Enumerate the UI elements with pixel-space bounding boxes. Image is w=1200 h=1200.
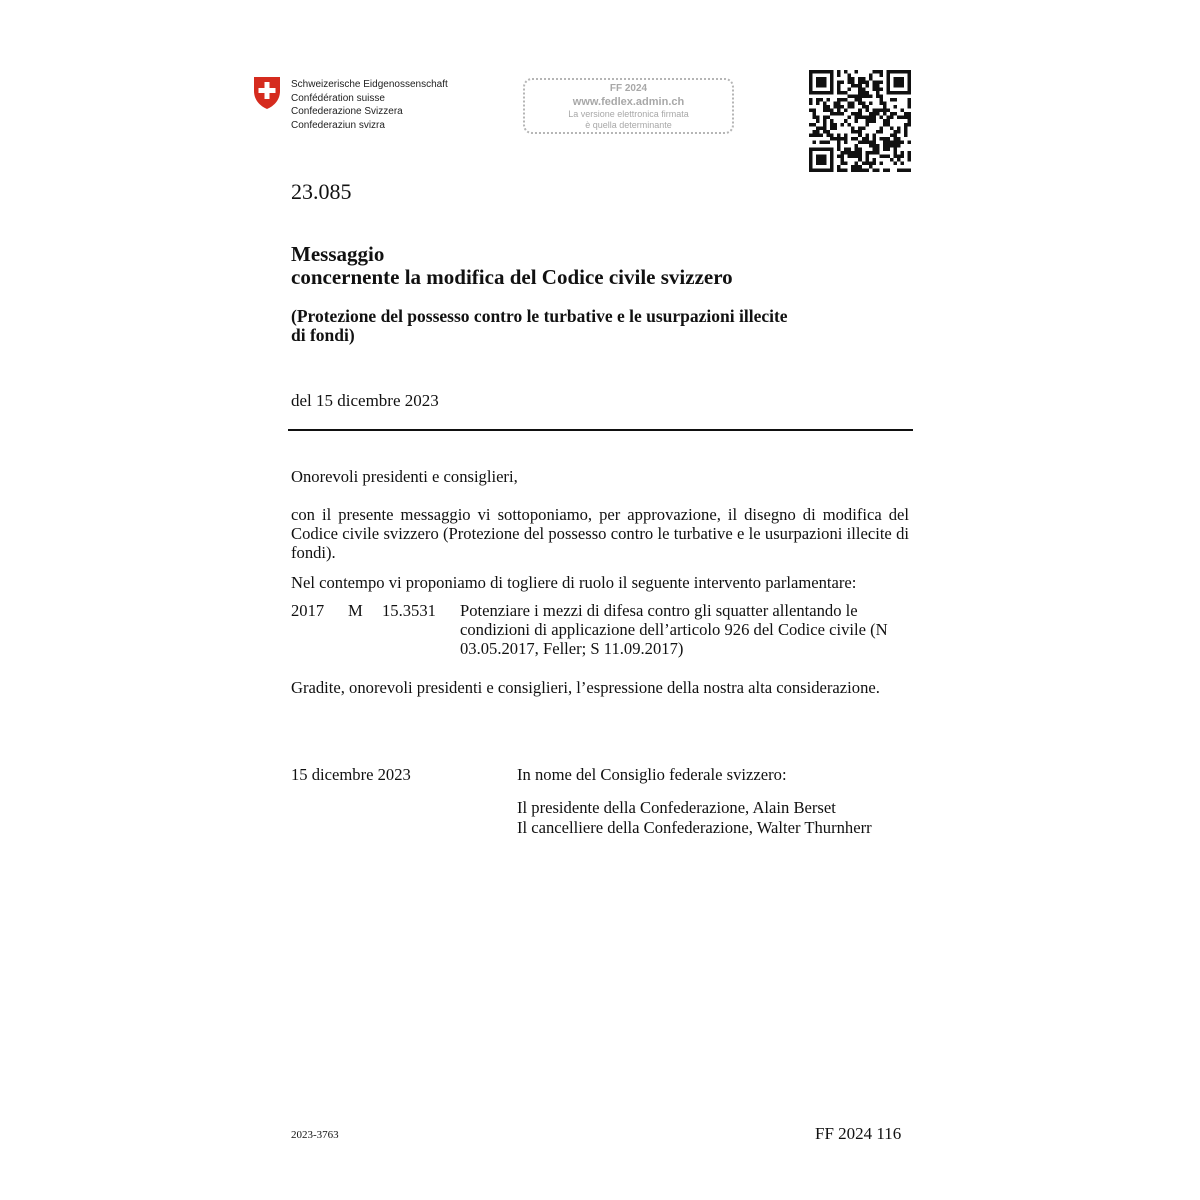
paragraph-approval: con il presente messaggio vi sottoponiamo, per approvazione, il disegno di modifica del Codice civile svizzero (Protezione del possesso contro le turbative e le usurpazioni illecite di fondi). (291, 505, 909, 562)
stamp-ff: FF 2024 (609, 83, 648, 94)
signature-stamp (523, 78, 734, 134)
title-line-2: concernente la modifica del Codice civile svizzero (291, 265, 733, 289)
footer-ff-reference: FF 2024 116 (815, 1124, 902, 1143)
intervention-text: Potenziare i mezzi di difesa contro gli squatter allentando le condizioni di applicazione dell’articolo 926 del Codice civile (N 03.05.2017, Feller; S 11.09.2017) (460, 601, 888, 658)
document-number: 23.085 (291, 179, 352, 204)
confederation-name-it: Confederazione Svizzera (291, 106, 403, 118)
stamp-note-2: è quella determinante (585, 120, 672, 130)
footer-document-code: 2023-3763 (291, 1129, 339, 1141)
confederation-names (291, 78, 448, 132)
signature-chancellor: Il cancelliere della Confederazione, Walter Thurnherr (517, 817, 872, 837)
title-line-1: Messaggio (291, 242, 385, 266)
document-date: del 15 dicembre 2023 (291, 391, 439, 410)
confederation-name-rm: Confederaziun svizra (291, 119, 385, 131)
swiss-cross-shield-icon (252, 76, 282, 110)
document-title (291, 243, 733, 289)
stamp-url: www.fedlex.admin.ch (572, 96, 685, 108)
closing-council: In nome del Consiglio federale svizzero: (517, 765, 787, 784)
subtitle-line-1: (Protezione del possesso contro le turbative e le usurpazioni illecite (291, 306, 788, 326)
intervention-type: M (348, 601, 363, 620)
salutation: Onorevoli presidenti e consiglieri, (291, 467, 518, 486)
confederation-name-de: Schweizerische Eidgenossenschaft (291, 79, 448, 90)
subtitle-line-2: di fondi) (291, 325, 355, 345)
confederation-name-fr: Confédération suisse (291, 92, 385, 104)
qr-code-icon (809, 70, 911, 172)
stamp-note-1: La versione elettronica firmata (568, 109, 689, 119)
paragraph-intervention-intro: Nel contempo vi proponiamo di togliere di ruolo il seguente intervento parlamentare: (291, 573, 857, 592)
closing-date: 15 dicembre 2023 (291, 765, 411, 784)
document-subtitle (291, 307, 788, 345)
divider (288, 429, 913, 431)
signature-president: Il presidente della Confederazione, Alain Berset (517, 798, 836, 817)
intervention-number: 15.3531 (382, 601, 436, 620)
paragraph-closing: Gradite, onorevoli presidenti e consiglieri, l’espressione della nostra alta considerazione. (291, 678, 880, 697)
signatures (517, 798, 872, 837)
intervention-year: 2017 (291, 601, 325, 620)
